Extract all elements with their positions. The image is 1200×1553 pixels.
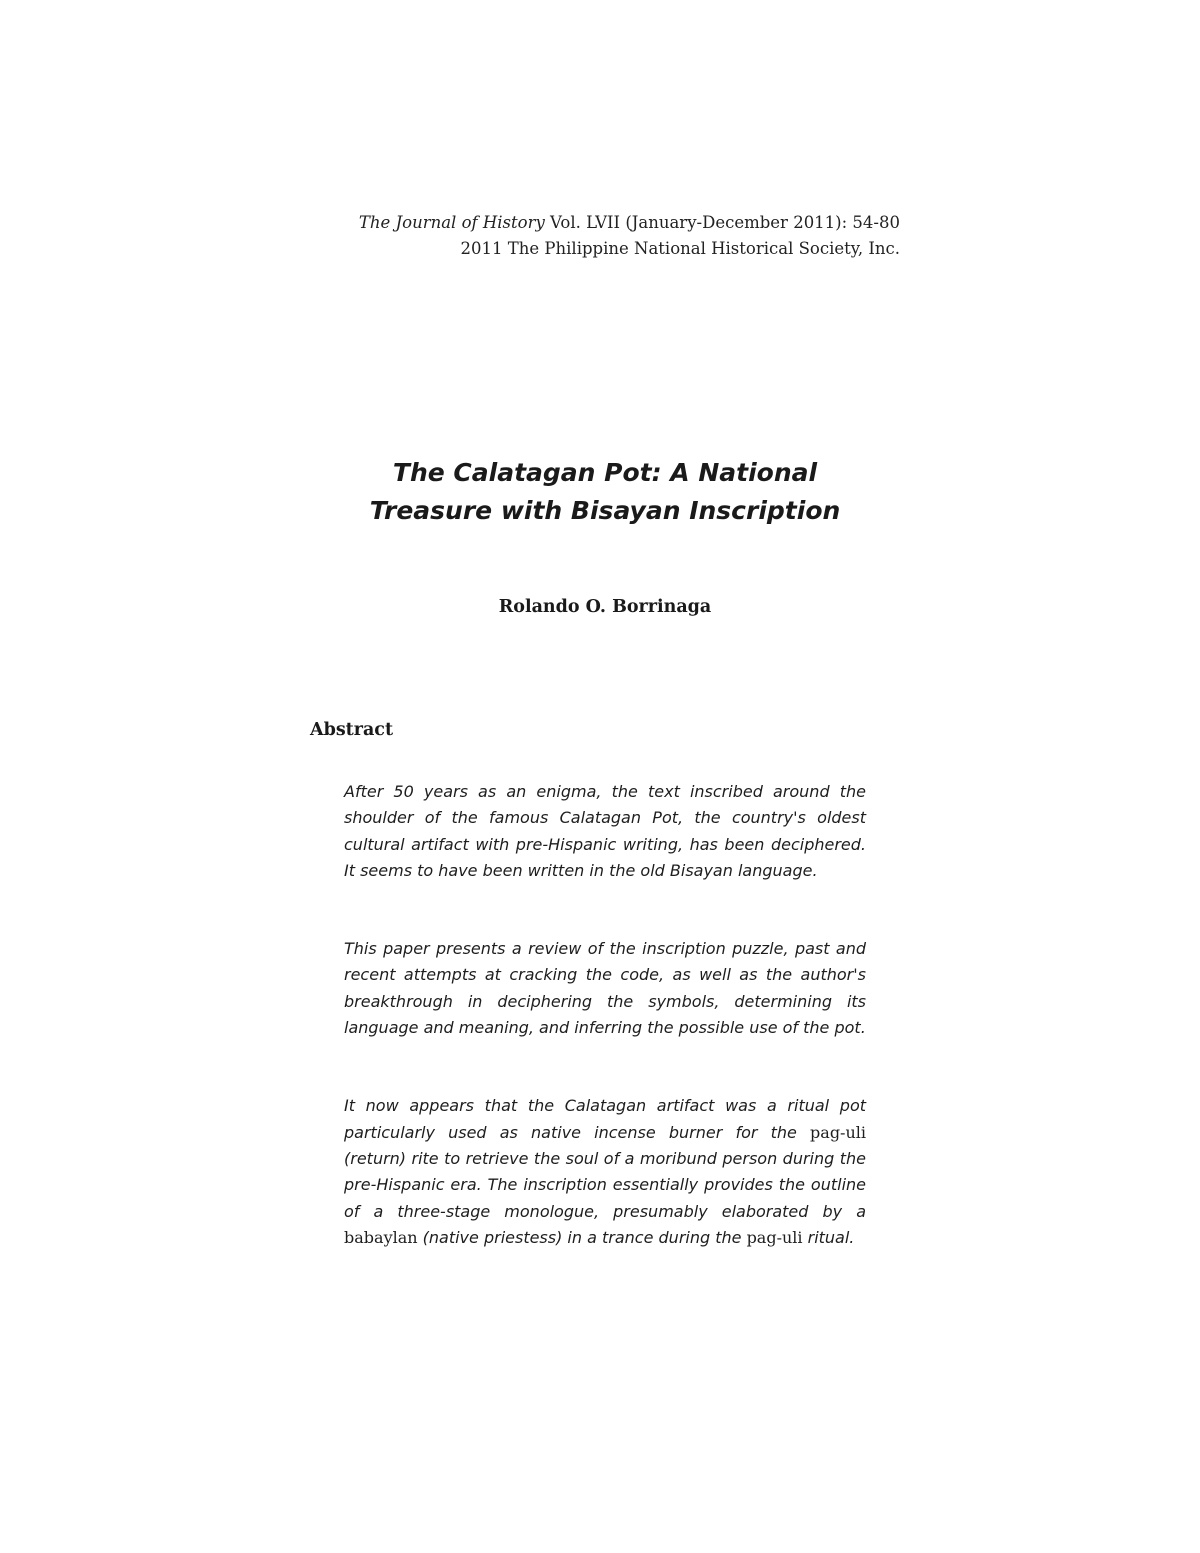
author-name: Rolando O. Borrinaga bbox=[498, 597, 712, 617]
paragraph-3-text: (return) rite to retrieve the soul of a moribund person during the pre-Hispanic era. The inscription essentially provides the outline of a three-stage monologue, presumably elaborated by a bbox=[344, 1148, 866, 1221]
article-title bbox=[250, 454, 960, 530]
title-line-2: Treasure with Bisayan Inscription bbox=[369, 496, 841, 525]
term-babaylan: babaylan bbox=[344, 1227, 418, 1247]
citation-line bbox=[200, 210, 900, 236]
abstract-paragraph-1: After 50 years as an enigma, the text inscribed around the shoulder of the famous Calatagan Pot, the country's oldest cultural artifact with pre-Hispanic writing, has been deciphered. It seems to have been written in the old Bisayan language. bbox=[344, 782, 866, 880]
journal-header bbox=[200, 210, 900, 262]
paragraph-3-text: It now appears that the Calatagan artifact was a ritual pot particularly used as native incense burner for the bbox=[344, 1096, 866, 1142]
title-line-1: The Calatagan Pot: A National bbox=[392, 458, 818, 487]
paragraph-3-text: ritual. bbox=[802, 1227, 855, 1247]
volume-info: Vol. LVII (January-December 2011): 54-80 bbox=[544, 213, 900, 232]
abstract-paragraph-2: This paper presents a review of the inscription puzzle, past and recent attempts at cracking the code, as well as the author's breakthrough in deciphering the symbols, determining its language and meaning, and inferring the possible use of the pot. bbox=[344, 939, 866, 1038]
society-line: 2011 The Philippine National Historical Society, Inc. bbox=[460, 239, 900, 258]
term-pag-uli: pag-uli bbox=[810, 1122, 866, 1142]
abstract-heading: Abstract bbox=[310, 720, 394, 740]
abstract-body bbox=[344, 779, 866, 1303]
journal-name: The Journal of History bbox=[358, 213, 545, 232]
term-pag-uli: pag-uli bbox=[746, 1227, 803, 1247]
abstract-paragraph-3 bbox=[344, 1093, 866, 1251]
paragraph-3-text: (native priestess) in a trance during the bbox=[417, 1227, 747, 1247]
